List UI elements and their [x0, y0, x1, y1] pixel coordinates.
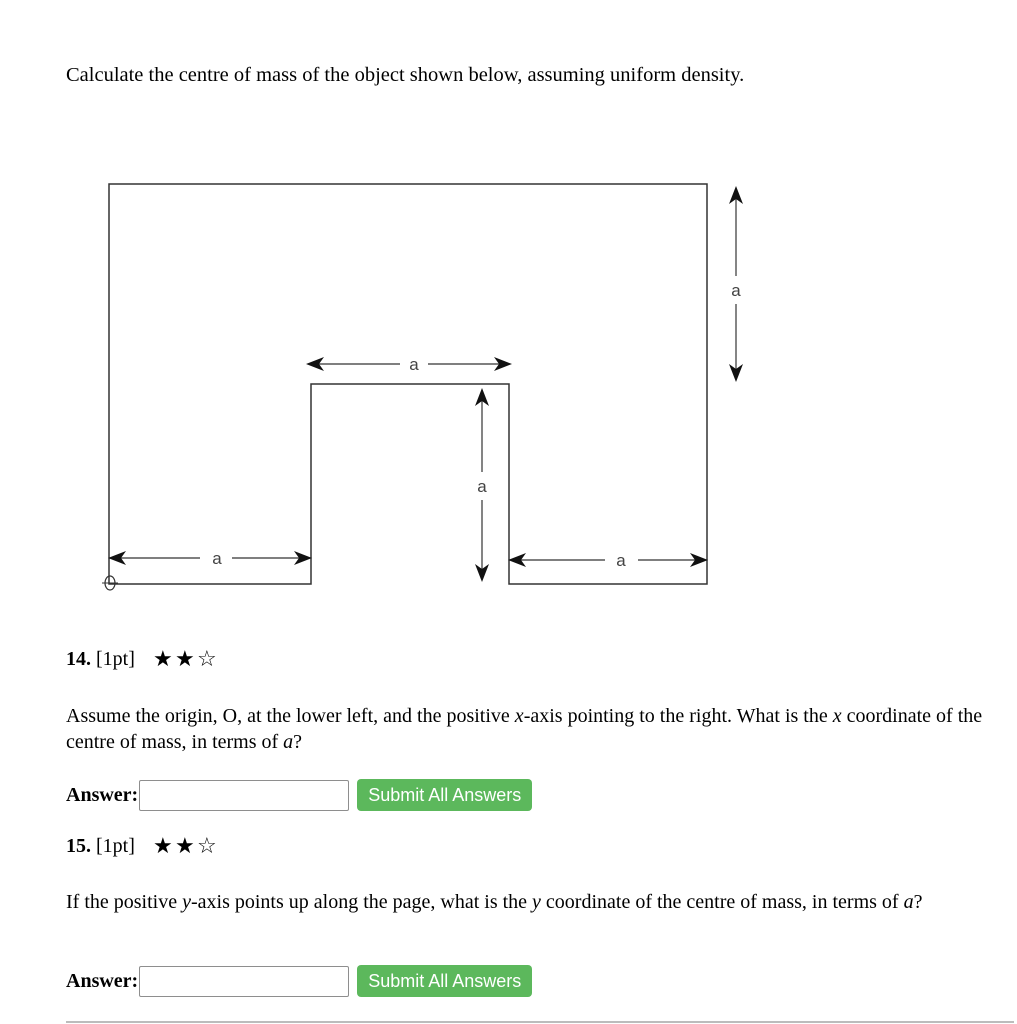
difficulty-rating [152, 833, 218, 859]
math-variable: a [903, 891, 914, 913]
math-variable: y [532, 891, 541, 913]
question-text-part: If the positive [66, 891, 183, 913]
math-variable: x [832, 705, 842, 727]
dimension-label: a [616, 551, 626, 570]
question-text-part: Assume the origin, O, at the lower left, and the positive [66, 705, 515, 727]
section-divider [66, 1021, 1014, 1023]
star-filled-icon: ★ [175, 833, 195, 859]
math-variable: a [283, 731, 294, 753]
question-text-part: ? [293, 731, 303, 753]
submit-all-answers-button[interactable]: Submit All Answers [357, 965, 532, 997]
dimension-label: a [477, 477, 487, 496]
question-text-part: coordinate of the centre of mass, in terms of [540, 891, 904, 913]
origin-marker [102, 576, 118, 590]
question-number: 15. [66, 835, 91, 857]
question-14-header [66, 648, 218, 671]
star-filled-icon: ★ [153, 646, 173, 672]
answer-label: Answer: [66, 783, 139, 806]
star-empty-icon: ☆ [197, 646, 217, 672]
dimension-right-vertical [729, 186, 743, 382]
dimension-notch-depth [475, 388, 489, 582]
difficulty-rating [152, 646, 218, 672]
math-variable: y [182, 891, 191, 913]
star-empty-icon: ☆ [197, 833, 217, 859]
dimension-bottom-right [508, 551, 708, 570]
problem-statement: Calculate the centre of mass of the object shown below, assuming uniform density. [66, 64, 745, 86]
star-filled-icon: ★ [153, 833, 173, 859]
answer-input-14[interactable] [139, 780, 349, 811]
star-filled-icon: ★ [175, 646, 195, 672]
question-15-text [66, 889, 1006, 915]
question-15-answer-row [66, 965, 532, 997]
math-variable: x [514, 705, 524, 727]
dimension-label: a [212, 549, 222, 568]
question-14-text [66, 703, 1006, 755]
question-text-part: -axis pointing to the right. What is the [523, 705, 833, 727]
dimension-label: a [731, 281, 741, 300]
question-14-answer-row [66, 779, 532, 811]
submit-all-answers-button[interactable]: Submit All Answers [357, 779, 532, 811]
question-text-part: -axis points up along the page, what is the [190, 891, 533, 913]
question-15-header [66, 835, 218, 858]
question-points: [1pt] [96, 648, 135, 670]
question-number: 14. [66, 648, 91, 670]
dimension-label: a [409, 355, 419, 374]
question-text-part: ? [913, 891, 923, 913]
question-points: [1pt] [96, 835, 135, 857]
dimension-notch-width [306, 355, 512, 374]
answer-input-15[interactable] [139, 966, 349, 997]
object-outline [109, 184, 707, 584]
dimension-bottom-left [108, 549, 312, 568]
answer-label: Answer: [66, 969, 139, 992]
question-text-part: coordinate of the centre of mass, in terms of [66, 705, 983, 753]
